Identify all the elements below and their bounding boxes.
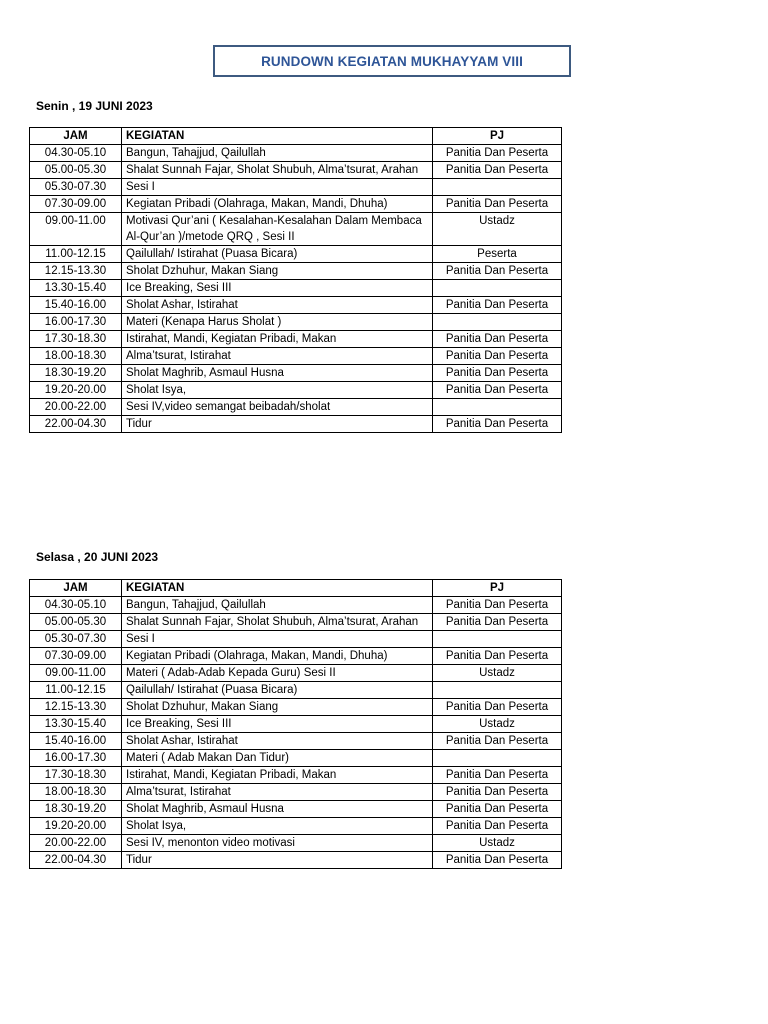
cell-kegiatan: Bangun, Tahajjud, Qailullah bbox=[122, 145, 433, 162]
cell-kegiatan: Sholat Maghrib, Asmaul Husna bbox=[122, 801, 433, 818]
cell-pj bbox=[433, 280, 562, 297]
table-row bbox=[30, 416, 562, 433]
cell-kegiatan: Sholat Isya, bbox=[122, 818, 433, 835]
cell-pj: Peserta bbox=[433, 246, 562, 263]
table-row bbox=[30, 179, 562, 196]
cell-jam: 13.30-15.40 bbox=[30, 716, 122, 733]
cell-kegiatan: Sesi IV, menonton video motivasi bbox=[122, 835, 433, 852]
cell-pj bbox=[433, 682, 562, 699]
cell-jam: 22.00-04.30 bbox=[30, 852, 122, 869]
cell-pj bbox=[433, 314, 562, 331]
cell-jam: 09.00-11.00 bbox=[30, 213, 122, 246]
cell-kegiatan: Sholat Dzhuhur, Makan Siang bbox=[122, 263, 433, 280]
cell-jam: 18.30-19.20 bbox=[30, 365, 122, 382]
table-row bbox=[30, 597, 562, 614]
cell-kegiatan: Istirahat, Mandi, Kegiatan Pribadi, Makan bbox=[122, 331, 433, 348]
table-row bbox=[30, 648, 562, 665]
table-row bbox=[30, 835, 562, 852]
table-body bbox=[30, 145, 562, 433]
cell-jam: 09.00-11.00 bbox=[30, 665, 122, 682]
cell-jam: 18.30-19.20 bbox=[30, 801, 122, 818]
cell-kegiatan: Qailullah/ Istirahat (Puasa Bicara) bbox=[122, 246, 433, 263]
cell-kegiatan: Sholat Ashar, Istirahat bbox=[122, 733, 433, 750]
cell-jam: 07.30-09.00 bbox=[30, 648, 122, 665]
cell-jam: 11.00-12.15 bbox=[30, 246, 122, 263]
cell-jam: 04.30-05.10 bbox=[30, 597, 122, 614]
cell-kegiatan: Sholat Isya, bbox=[122, 382, 433, 399]
cell-kegiatan: Sholat Dzhuhur, Makan Siang bbox=[122, 699, 433, 716]
cell-kegiatan: Materi (Kenapa Harus Sholat ) bbox=[122, 314, 433, 331]
table-row bbox=[30, 365, 562, 382]
cell-kegiatan: Alma’tsurat, Istirahat bbox=[122, 784, 433, 801]
cell-kegiatan: Ice Breaking, Sesi III bbox=[122, 280, 433, 297]
cell-kegiatan: Motivasi Qur’ani ( Kesalahan-Kesalahan Dalam Membaca Al-Qur’an )/metode QRQ , Sesi II bbox=[122, 213, 433, 246]
cell-kegiatan: Qailullah/ Istirahat (Puasa Bicara) bbox=[122, 682, 433, 699]
day-heading-selasa: Selasa , 20 JUNI 2023 bbox=[36, 550, 159, 564]
table-row bbox=[30, 145, 562, 162]
table-row bbox=[30, 665, 562, 682]
cell-kegiatan: Tidur bbox=[122, 416, 433, 433]
cell-jam: 04.30-05.10 bbox=[30, 145, 122, 162]
cell-kegiatan: Kegiatan Pribadi (Olahraga, Makan, Mandi, Dhuha) bbox=[122, 648, 433, 665]
cell-pj: Panitia Dan Peserta bbox=[433, 196, 562, 213]
cell-kegiatan: Sholat Ashar, Istirahat bbox=[122, 297, 433, 314]
cell-jam: 05.30-07.30 bbox=[30, 631, 122, 648]
cell-pj: Panitia Dan Peserta bbox=[433, 767, 562, 784]
cell-jam: 15.40-16.00 bbox=[30, 297, 122, 314]
table-row bbox=[30, 750, 562, 767]
cell-jam: 18.00-18.30 bbox=[30, 784, 122, 801]
cell-jam: 20.00-22.00 bbox=[30, 835, 122, 852]
table-row bbox=[30, 213, 562, 246]
cell-pj: Panitia Dan Peserta bbox=[433, 263, 562, 280]
cell-pj: Panitia Dan Peserta bbox=[433, 162, 562, 179]
cell-jam: 05.00-05.30 bbox=[30, 614, 122, 631]
table-row bbox=[30, 631, 562, 648]
column-header-kegiatan: KEGIATAN bbox=[122, 580, 433, 597]
cell-pj bbox=[433, 399, 562, 416]
table-row bbox=[30, 162, 562, 179]
cell-kegiatan: Ice Breaking, Sesi III bbox=[122, 716, 433, 733]
cell-pj: Ustadz bbox=[433, 835, 562, 852]
column-header-kegiatan: KEGIATAN bbox=[122, 128, 433, 145]
cell-pj bbox=[433, 631, 562, 648]
cell-jam: 22.00-04.30 bbox=[30, 416, 122, 433]
document-title-box bbox=[213, 45, 571, 77]
cell-jam: 07.30-09.00 bbox=[30, 196, 122, 213]
cell-jam: 11.00-12.15 bbox=[30, 682, 122, 699]
cell-pj: Panitia Dan Peserta bbox=[433, 597, 562, 614]
cell-kegiatan: Kegiatan Pribadi (Olahraga, Makan, Mandi, Dhuha) bbox=[122, 196, 433, 213]
cell-pj: Panitia Dan Peserta bbox=[433, 852, 562, 869]
cell-jam: 05.00-05.30 bbox=[30, 162, 122, 179]
cell-pj: Ustadz bbox=[433, 665, 562, 682]
cell-kegiatan: Sesi I bbox=[122, 631, 433, 648]
table-row bbox=[30, 733, 562, 750]
table-body bbox=[30, 597, 562, 869]
cell-jam: 16.00-17.30 bbox=[30, 314, 122, 331]
table-row bbox=[30, 263, 562, 280]
cell-pj: Panitia Dan Peserta bbox=[433, 145, 562, 162]
table-row bbox=[30, 614, 562, 631]
table-row bbox=[30, 818, 562, 835]
cell-jam: 12.15-13.30 bbox=[30, 263, 122, 280]
cell-pj: Panitia Dan Peserta bbox=[433, 699, 562, 716]
cell-jam: 17.30-18.30 bbox=[30, 767, 122, 784]
document-title: RUNDOWN KEGIATAN MUKHAYYAM VIII bbox=[261, 53, 523, 69]
table-row bbox=[30, 348, 562, 365]
cell-kegiatan: Materi ( Adab Makan Dan Tidur) bbox=[122, 750, 433, 767]
table-row bbox=[30, 399, 562, 416]
cell-pj: Panitia Dan Peserta bbox=[433, 382, 562, 399]
cell-jam: 12.15-13.30 bbox=[30, 699, 122, 716]
cell-jam: 15.40-16.00 bbox=[30, 733, 122, 750]
cell-kegiatan: Shalat Sunnah Fajar, Sholat Shubuh, Alma’tsurat, Arahan bbox=[122, 162, 433, 179]
cell-jam: 19.20-20.00 bbox=[30, 818, 122, 835]
cell-pj: Panitia Dan Peserta bbox=[433, 331, 562, 348]
cell-jam: 05.30-07.30 bbox=[30, 179, 122, 196]
table-row bbox=[30, 280, 562, 297]
table-row bbox=[30, 297, 562, 314]
cell-pj: Panitia Dan Peserta bbox=[433, 784, 562, 801]
schedule-table-senin bbox=[29, 127, 562, 433]
cell-kegiatan: Materi ( Adab-Adab Kepada Guru) Sesi II bbox=[122, 665, 433, 682]
table-header-row bbox=[30, 128, 562, 145]
column-header-jam: JAM bbox=[30, 580, 122, 597]
cell-kegiatan: Shalat Sunnah Fajar, Sholat Shubuh, Alma’tsurat, Arahan bbox=[122, 614, 433, 631]
table-row bbox=[30, 196, 562, 213]
cell-pj: Ustadz bbox=[433, 213, 562, 246]
table-row bbox=[30, 331, 562, 348]
cell-pj: Panitia Dan Peserta bbox=[433, 818, 562, 835]
table-row bbox=[30, 246, 562, 263]
cell-kegiatan: Bangun, Tahajjud, Qailullah bbox=[122, 597, 433, 614]
column-header-pj: PJ bbox=[433, 580, 562, 597]
cell-pj: Panitia Dan Peserta bbox=[433, 416, 562, 433]
cell-jam: 18.00-18.30 bbox=[30, 348, 122, 365]
table-row bbox=[30, 716, 562, 733]
cell-pj: Panitia Dan Peserta bbox=[433, 733, 562, 750]
cell-kegiatan: Alma’tsurat, Istirahat bbox=[122, 348, 433, 365]
cell-pj: Panitia Dan Peserta bbox=[433, 648, 562, 665]
table-row bbox=[30, 682, 562, 699]
cell-jam: 19.20-20.00 bbox=[30, 382, 122, 399]
table-row bbox=[30, 801, 562, 818]
cell-pj bbox=[433, 179, 562, 196]
cell-pj: Panitia Dan Peserta bbox=[433, 297, 562, 314]
cell-pj bbox=[433, 750, 562, 767]
column-header-jam: JAM bbox=[30, 128, 122, 145]
table-row bbox=[30, 314, 562, 331]
cell-kegiatan: Sholat Maghrib, Asmaul Husna bbox=[122, 365, 433, 382]
schedule-table-selasa bbox=[29, 579, 562, 869]
cell-pj: Panitia Dan Peserta bbox=[433, 801, 562, 818]
cell-pj: Ustadz bbox=[433, 716, 562, 733]
cell-kegiatan: Tidur bbox=[122, 852, 433, 869]
table-header-row bbox=[30, 580, 562, 597]
cell-pj: Panitia Dan Peserta bbox=[433, 614, 562, 631]
cell-kegiatan: Istirahat, Mandi, Kegiatan Pribadi, Makan bbox=[122, 767, 433, 784]
column-header-pj: PJ bbox=[433, 128, 562, 145]
cell-jam: 17.30-18.30 bbox=[30, 331, 122, 348]
day-heading-senin: Senin , 19 JUNI 2023 bbox=[36, 99, 153, 113]
table-row bbox=[30, 784, 562, 801]
table-row bbox=[30, 852, 562, 869]
cell-pj: Panitia Dan Peserta bbox=[433, 348, 562, 365]
cell-kegiatan: Sesi I bbox=[122, 179, 433, 196]
cell-pj: Panitia Dan Peserta bbox=[433, 365, 562, 382]
cell-kegiatan: Sesi IV,video semangat beibadah/sholat bbox=[122, 399, 433, 416]
table-row bbox=[30, 382, 562, 399]
cell-jam: 20.00-22.00 bbox=[30, 399, 122, 416]
cell-jam: 16.00-17.30 bbox=[30, 750, 122, 767]
cell-jam: 13.30-15.40 bbox=[30, 280, 122, 297]
table-row bbox=[30, 767, 562, 784]
table-row bbox=[30, 699, 562, 716]
